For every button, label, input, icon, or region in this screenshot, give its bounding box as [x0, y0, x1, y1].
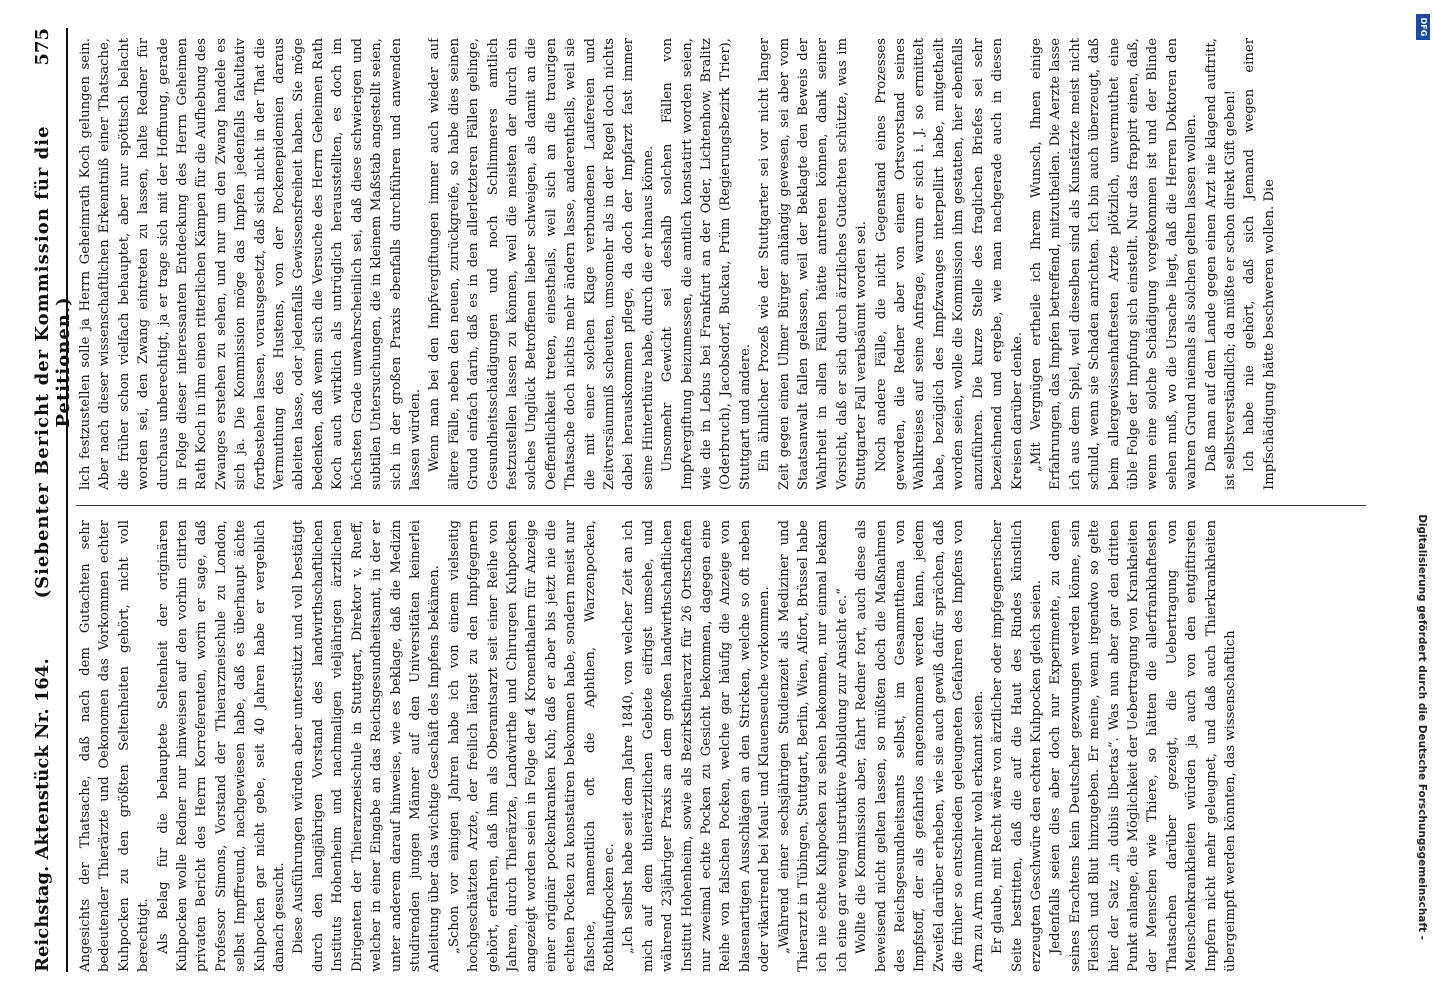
left-column [76, 520, 1376, 972]
right-column [76, 38, 1376, 490]
page-header [32, 28, 74, 972]
paragraph: Unsomehr Gewicht sei deshalb solchen Fällen von Impfvergiftung beizumessen, die amtlich konstatirt worden seien, wie die in Lebus bei Frankfurt an der Oder, Lichtenhow, Bralitz (Oderbruch), Jacobsdorf, Buckau, Prüm (Regierungsbezirk Trier), Stuttgart und andere. [660, 38, 753, 490]
paragraph: „Mit Vergnügen ertheile ich Ihrem Wunsch, Ihnen einige Erfahrungen, das Impfen betreffend, mitzutheilen. Die Aerzte lasse ich aus dem Spiel, weil dieselben sind als Kunstärzte meist nicht schuld, wenn sie Schaden anrichten. Ich bin auch überzeugt, daß beim allergewissenhaftesten Arzte plötzlich, unvermuthet eine üble Folge der Impfung sich einstellt. Nur das frappirt einen, daß, wenn eine solche Schädigung vorgekommen ist und der Blinde sehen muß, wo die Ursache liegt, daß die Herren Doktoren den wahren Grund niemals als solchen gelten lassen wollen. [1028, 38, 1200, 490]
paragraph: Wollte die Kommission aber, fahrt Redner fort, auch diese als beweisend nicht gelten lassen, so müßten doch die Maßnahmen des Reichsgesundheitsamts selbst, im Gesammtthema von Impfstoff, der als gefahrlos angenommen werden kann, jedem Zweifel darüber erheben, wie sie auch gewiß dafür sprächen, daß die früher so entschieden geleugneten Gefahren des Impfens von Arm zu Arm nunmehr wohl erkannt seien. [854, 520, 986, 972]
paragraph: Ich habe nie gehört, daß sich Jemand wegen einer Impfschädigung hätte beschweren wollen. Die [1242, 38, 1277, 490]
digitization-credit [1412, 40, 1428, 940]
paragraph: Daß man auf dem Lande gegen einen Arzt nie klagend auftritt, ist selbstverständlich; da müßte er schon direkt Gift geben! [1203, 38, 1238, 490]
paragraph: Er glaube, mit Recht wäre von ärztlicher oder impfgegnerischer Seite bestritten, daß die auf die Haut des Rindes künstlich erzeugten Geschwüre den echten Kuhpocken gleich seien. [990, 520, 1044, 972]
paragraph: „Ich selbst habe seit dem Jahre 1840, von welcher Zeit an ich mich auf dem thierärztlichen Gebiete eifrigst umsehe, und während 23jähriger Praxis an dem großen landwirthschaftlichen Institut Hohenheim, sowie als Bezirksthierarzt für 26 Ortschaften nur zweimal echte Pocken zu Gesicht bekommen, dagegen eine Reihe von falschen Pocken, welche gar häufig die Anzeige von blasenartigen Ausschlägen an den Stricken, welche so oft neben oder vikarirend bei Maul- und Klauenseuche vorkommen. [621, 520, 773, 972]
paragraph: „Während einer sechsjährigen Studienzeit als Mediziner und Thierarzt in Tübingen, Stuttgart, Berlin, Wien, Alfort, Brüssel habe ich nie echte Kuhpocken zu sehen bekommen, nur einmal bekam ich eine gar wenig instruktive Abbildung zur Ansicht ec.“ [776, 520, 850, 972]
paragraph: Ein ähnlicher Prozeß wie der Stuttgarter sei vor nicht langer Zeit gegen einen Ulmer Bürger anhängig gewesen, sei aber vom Staatsanwalt fallen gelassen, weil der Beklagte den Beweis der Wahrheit in allen Fällen hätte antreten können, dank seiner Vorsicht, daß er sich durch ärztliches Gutachten schützte, was im Stuttgarter Fall verabsäumt worden sei. [757, 38, 870, 490]
paragraph: Wenn man bei den Impfvergiftungen immer auch wieder auf ältere Fälle, neben den neuen, zurückgreife, so habe dies seinen Grund einfach darin, daß es in den allerletzteren Fällen gelinge, Gesundheitsschädigungen und noch Schlimmeres amtlich festzustellen lassen zu können, weil die meisten der durch ein solches Unglück Betroffenen lieber schweigen, als damit an die Oeffentlichkeit treten, einestheils, weil sich an die traurigen Thatsache doch nichts mehr ändern lasse, anderentheils, weil sie die mit einer solchen Klage verbundenen Laufereien und Zeitversäumniß scheuten, umsomehr als in der Regel doch nichts dabei herauskommen pflege, da doch der Impfarzt fast immer seine Hinterthüre habe, durch die er hinaus könne. [427, 38, 656, 490]
dfg-logo [1416, 14, 1430, 40]
paragraph: Diese Ausführungen würden aber unterstützt und voll bestätigt durch den langjährigen Vorstand des landwirthschaftlichen Instituts Hohenheim und nachmaligen vieljährigen ärztlichen Dirigenten der Thierarzneischule in Stuttgart, Direktor v. Rueff, welcher in einer Eingabe an das Reichsgesundheitsamt, in der er unter anderem darauf hinweise, wie es beklage, daß die Medizin studirenden jungen Männer auf den Universitäten keinerlei Anleitung über das wichtige Geschäft des Impfens bekämen. [291, 520, 443, 972]
page-number: 575 [32, 28, 53, 66]
paragraph: Noch andere Fälle, die nicht Gegenstand eines Prozesses geworden, die Redner aber von einem Ortsvorstand seines Wahlkreises auf seine Anfrage, warum er sich i. J. so ermittelt habe, bezüglich des Impfzwanges interpellirt habe, mitgetheilt worden seien, wolle die Kommission ihm gestatten, hier ebenfalls anzuführen. Die kurze Stelle des fraglichen Briefes sei sehr bezeichnend und ergebe, wie man nachgerade auch in diesen Kreisen darüber denke. [873, 38, 1025, 490]
dfg-logo-text: DFG [1419, 17, 1428, 37]
paragraph: Angesichts der Thatsache, daß nach dem Gutachten sehr bedeutender Thierärzte und Oekonomen das Vorkommen echter Kuhpocken zu den größten Seltenheiten gehört, nicht voll berechtigt. [78, 520, 152, 972]
paragraph: Als Belag für die behauptete Seltenheit der originären Kuhpocken wolle Redner nur hinweisen auf den vorhin citirten privaten Bericht des Herrn Korreferenten, worin er sage, daß Professor Simons, Vorstand der Thierarzneischule zu London, selbst Impffreund, nachgewiesen habe, daß es überhaupt ächte Kuhpocken gar nicht gebe, seit 40 Jahren habe er vergeblich danach gesucht. [155, 520, 288, 972]
paragraph: „Schon vor einigen Jahren habe ich von einem vielseitig hochgeschätzten Arzte, der freilich längst zu den Impfgegnern gehört, erfahren, daß ihm als Oberamtsarzt seit einer Reihe von Jahren, durch Thierärzte, Landwirthe und Chirurgen Kuhpocken angezeigt worden seien in Folge der 4 Kronenthalern für Anzeige einer originär pockenkranken Kuh; daß er aber bis jetzt nie die echten Pocken zu konstatiren bekommen habe, sondern meist nur falsche, namentlich oft die Aphthen, Warzenpocken, Rothlaufpocken ec. [446, 520, 617, 972]
header-center: (Siebenter Bericht der Kommission für die Petitionen.) [32, 125, 74, 599]
header-left: Reichstag. Aktenstück Nr. 164. [32, 658, 53, 972]
paragraph: Jedenfalls seien dies aber doch nur Experimente, zu denen seines Erachtens kein Deutscher gezwungen werden könne, sein Fleisch und Blut hinzugeben. Er meine, wenn irgendwo so gelte hier der Satz „in dubiis libertas“. Was nun aber gar den dritten Punkt anlange, die Möglichkeit der Uebertragung von Krankheiten der Menschen wie Thiere, so hätten die allerfrankhaftesten Thatsachen darüber gezeigt, die Uebertragung von Menschenkrankheiten würden ja auch von den entgiftirsten Impfern nicht mehr geleugnet, und daß auch Thierkrankheiten übergeimpft werden könnten, das wissenschaftlich [1048, 520, 1238, 972]
paragraph: lich festzustellen solle ja Herrn Geheimrath Koch gelungen sein. Aber nach dieser wissenschaftlichen Erkenntniß einer Thatsache, die früher schon vielfach behauptet, aber nur spöttisch belacht worden sei, den Zwang eintreten zu lassen, halte Redner für durchaus unberechtigt, ja er trage sich mit der Hoffnung, gerade in Folge dieser interessanten Entdeckung des Herrn Geheimen Rath Koch in ihm einen ritterlichen Kämpen für die Aufhebung des Zwanges erstehen zu sehen, und nur um den Zwang handele es sich ja. Die Kommission möge das Impfen jedenfalls fakultativ fortbestehen lassen, vorausgesetzt, daß sich nicht in der That die Vermuthung des Hustens, von der Pockenepidemien daraus ableiten lasse, oder jedenfalls Gewissensfreiheit haben. Sie möge bedenken, daß wenn sich die Versuche des Herrn Geheimen Rath Koch auch wirklich als untrüglich herausstellten, es doch im höchsten Grade unwahrscheinlich sei, daß diese schwierigen und subtilen Untersuchungen, die in kleinem Maßstab angestellt seien, sich in der großen Praxis ebenfalls durchführen und anwenden lassen würden. [78, 38, 423, 490]
credit-text: Digitalisierung gefördert durch die Deutsche Forschungsgemeinschaft - [1416, 514, 1428, 940]
column-divider [76, 505, 1366, 506]
